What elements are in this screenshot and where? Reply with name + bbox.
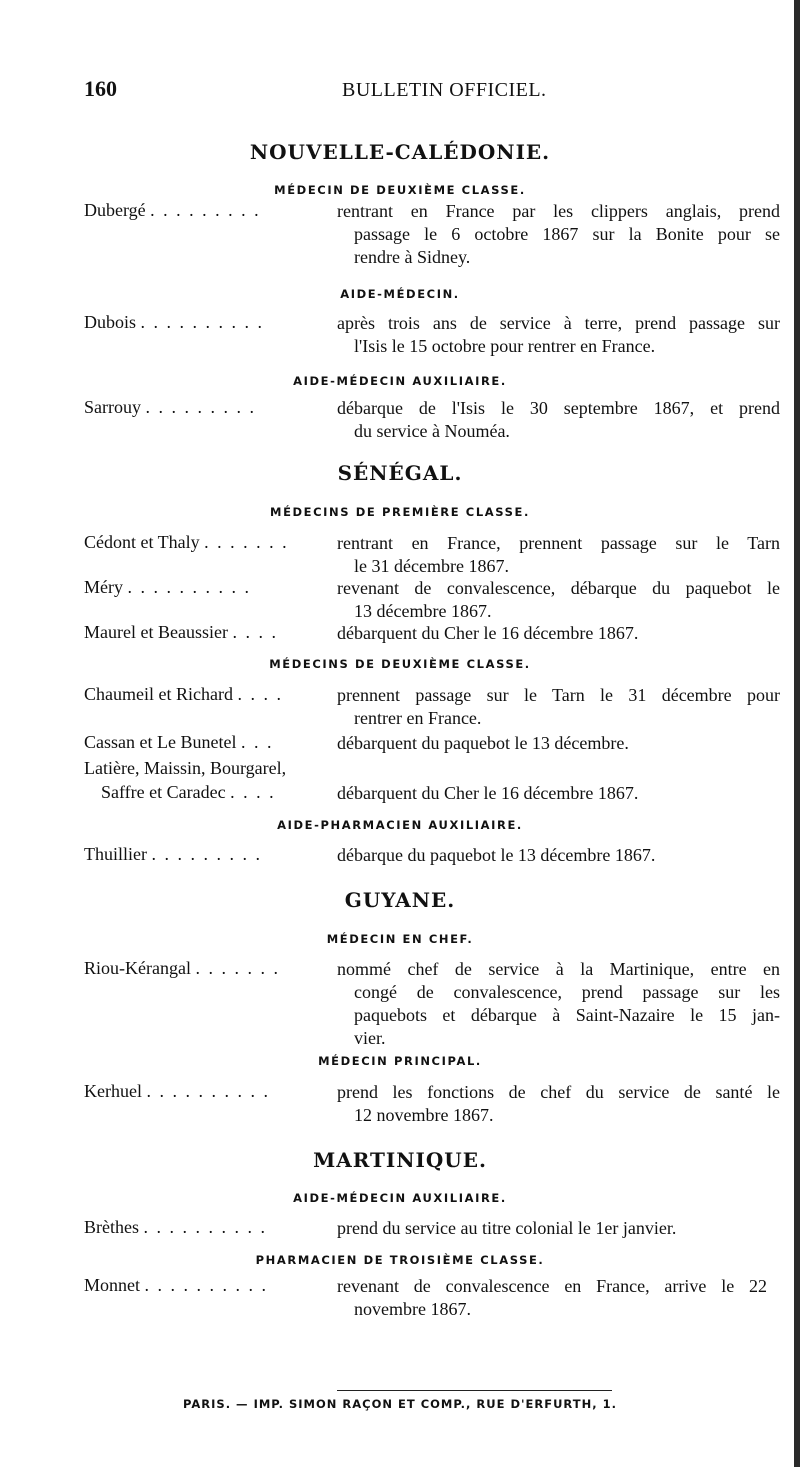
entry-text: revenant de convalescence, débarque du paquebot le 13 décembre 1867. (337, 578, 780, 621)
footer-rule (337, 1390, 612, 1391)
entry-text: rentrant en France par les clippers anglais, prend passage le 6 octobre 1867 sur la Bonite pour se rendre à Sidney. (337, 201, 780, 267)
rank-heading: AIDE-MÉDECIN AUXILIAIRE. (293, 374, 507, 388)
entry-name: Monnet . . . . . . . . . . (84, 1275, 268, 1295)
entry-name: Sarrouy . . . . . . . . . (84, 397, 256, 417)
entry-text: revenant de convalescence en France, arrive le 22 novembre 1867. (337, 1276, 767, 1319)
entry-name: Cédont et Thaly . . . . . . . (84, 532, 289, 552)
section-title-senegal: SÉNÉGAL. (337, 461, 463, 485)
section-title-caledonie: NOUVELLE-CALÉDONIE. (249, 140, 551, 164)
rank-heading: MÉDECIN DE DEUXIÈME CLASSE. (274, 183, 526, 197)
entry-name: Riou-Kérangal . . . . . . . (84, 958, 280, 978)
entry-name: Maurel et Beaussier . . . . (84, 622, 278, 642)
entry-text: nommé chef de service à la Martinique, entre en congé de convalescence, prend passage sur les paquebots et débarque à Saint-Nazaire le 15 jan- vier. (337, 959, 780, 1048)
rank-heading: MÉDECIN PRINCIPAL. (318, 1054, 482, 1068)
rank-heading: AIDE-MÉDECIN. (340, 287, 460, 301)
entry-name: Saffre et Caradec . . . . (101, 782, 276, 802)
rank-heading: AIDE-MÉDECIN AUXILIAIRE. (293, 1191, 507, 1205)
rank-heading: AIDE-PHARMACIEN AUXILIAIRE. (277, 818, 523, 832)
entry-name: Kerhuel . . . . . . . . . . (84, 1081, 270, 1101)
entry-text: prend les fonctions de chef du service de santé le 12 novembre 1867. (337, 1082, 780, 1125)
rank-heading: MÉDECIN EN CHEF. (326, 932, 474, 946)
rank-heading: MÉDECINS DE DEUXIÈME CLASSE. (269, 657, 531, 671)
entry-text: prend du service au titre colonial le 1er janvier. (337, 1218, 677, 1238)
page-number: 160 (84, 76, 117, 101)
rank-heading: PHARMACIEN DE TROISIÈME CLASSE. (255, 1253, 545, 1267)
entry-name: Chaumeil et Richard . . . . (84, 684, 283, 704)
scan-edge (794, 0, 800, 1467)
rank-heading: MÉDECINS DE PREMIÈRE CLASSE. (270, 505, 530, 519)
section-title-guyane: GUYANE. (344, 888, 456, 912)
entry-name: Cassan et Le Bunetel . . . (84, 732, 274, 752)
entry-text: débarquent du Cher le 16 décembre 1867. (337, 623, 639, 643)
printer-imprint: PARIS. — IMP. SIMON RAÇON ET COMP., RUE D'ERFURTH, 1. (183, 1397, 617, 1411)
entry-text: débarquent du Cher le 16 décembre 1867. (337, 783, 639, 803)
entry-name: Dubois . . . . . . . . . . (84, 312, 265, 332)
entry-name: Latière, Maissin, Bourgarel, (84, 758, 287, 778)
entry-text: prennent passage sur le Tarn le 31 décembre pour rentrer en France. (337, 685, 780, 728)
entry-name: Dubergé . . . . . . . . . (84, 200, 261, 220)
entry-text: débarque du paquebot le 13 décembre 1867. (337, 845, 656, 865)
entry-text: après trois ans de service à terre, prend passage sur l'Isis le 15 octobre pour rentrer en France. (337, 313, 780, 356)
entry-text: débarquent du paquebot le 13 décembre. (337, 733, 629, 753)
entry-name: Brèthes . . . . . . . . . . (84, 1217, 267, 1237)
section-title-martinique: MARTINIQUE. (313, 1148, 487, 1172)
running-title: BULLETIN OFFICIEL. (342, 79, 547, 101)
entry-name: Thuillier . . . . . . . . . (84, 844, 262, 864)
entry-name: Méry . . . . . . . . . . (84, 577, 251, 597)
entry-text: rentrant en France, prennent passage sur le Tarn le 31 décembre 1867. (337, 533, 780, 576)
entry-text: débarque de l'Isis le 30 septembre 1867, et prend du service à Nouméa. (337, 398, 780, 441)
